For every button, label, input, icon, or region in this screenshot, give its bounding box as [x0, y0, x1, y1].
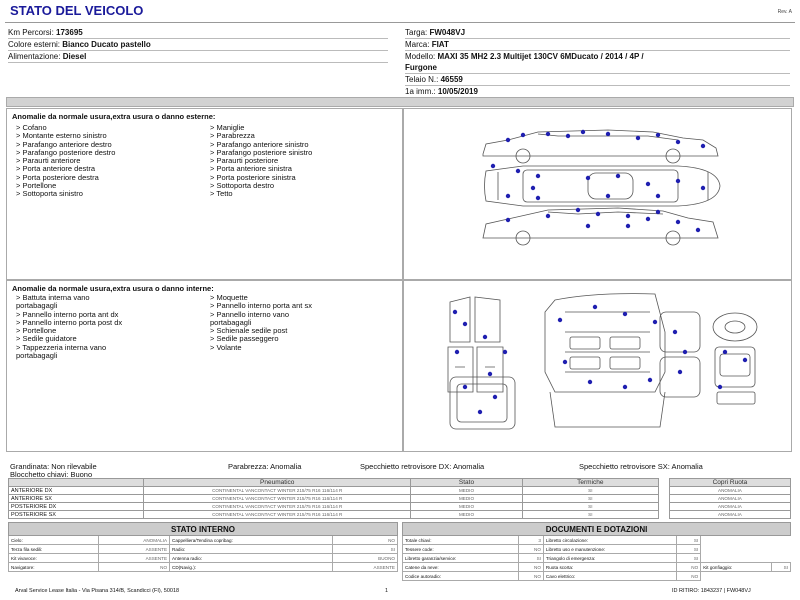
info-value: SI: [519, 554, 544, 563]
damage-item: portabagagli: [210, 317, 252, 327]
damage-item: > Schienale sedile post: [210, 326, 288, 336]
damage-marker: [455, 350, 459, 354]
make-row: Marca: FIAT: [405, 39, 790, 51]
damage-item: > Porta anteriore destra: [16, 164, 96, 174]
damage-marker: [606, 194, 610, 198]
registration-value: 10/05/2019: [437, 87, 478, 96]
tire-state-cell: MEDIO: [411, 511, 522, 519]
damage-marker: [683, 350, 687, 354]
damage-item: > Portellone: [16, 326, 57, 336]
damage-item: > Parafango posteriore sinistro: [210, 147, 313, 157]
damage-item: portabagagli: [16, 351, 58, 361]
tire-cover-cell: ANOMALIA: [669, 511, 790, 519]
info-value: NO: [98, 563, 169, 572]
documents-table: [402, 522, 791, 581]
damage-item: > Volante: [210, 342, 242, 352]
info-label: Triangolo di emergenza:: [543, 554, 676, 563]
model-row: Modello: MAXI 35 MH2 2.3 Multijet 130CV 6MDucato / 2014 / 4P /: [405, 52, 644, 61]
damage-marker: [566, 134, 570, 138]
damage-marker: [463, 322, 467, 326]
thermal-column-header: Termiche: [522, 479, 659, 487]
info-value: ANOMALIA: [98, 536, 169, 545]
cover-column-header: Copri Ruota: [669, 479, 790, 487]
tire-row: [9, 487, 791, 495]
color-row: Colore esterni: Bianco Ducato pastello: [8, 39, 388, 51]
info-value: BUONO: [332, 554, 397, 563]
info-value: SI: [676, 545, 701, 554]
damage-marker: [606, 132, 610, 136]
vehicle-info-left: [8, 27, 388, 63]
damage-marker: [596, 212, 600, 216]
damage-marker: [676, 140, 680, 144]
chassis-row: Telaio N.: 46559: [405, 74, 790, 86]
info-value: ASSENTE: [98, 554, 169, 563]
info-value: NO: [676, 563, 701, 572]
info-label: Totale chiavi:: [403, 536, 519, 545]
damage-item: portabagagli: [16, 301, 58, 311]
external-damage-list-1: [16, 124, 115, 199]
revision-label: Rev. A: [777, 9, 792, 15]
info-row: [9, 536, 398, 545]
info-value: NO: [519, 545, 544, 554]
damage-item: > Pannello interno porta ant dx: [16, 309, 119, 319]
info-row: [403, 572, 791, 581]
external-damage-list-2: [210, 124, 312, 199]
mirror-sx-status: Specchietto retrovisore SX: Anomalia: [579, 462, 703, 471]
info-row: [9, 563, 398, 572]
damage-marker: [696, 228, 700, 232]
damage-marker: [646, 182, 650, 186]
tire-cover-cell: ANOMALIA: [669, 503, 790, 511]
info-label: CD(Navig.):: [170, 563, 333, 572]
damage-marker: [626, 224, 630, 228]
tire-cover-cell: ANOMALIA: [669, 487, 790, 495]
damage-item: > Parafango anteriore destro: [16, 139, 112, 149]
damage-marker: [483, 335, 487, 339]
damage-marker: [636, 136, 640, 140]
info-value: ASSENTE: [98, 545, 169, 554]
info-label: Libretto uso e manutenzione:: [543, 545, 676, 554]
info-label: Catene da neve:: [403, 563, 519, 572]
damage-item: > Battuta interna vano: [16, 293, 90, 302]
damage-marker: [678, 370, 682, 374]
damage-marker: [648, 378, 652, 382]
info-label: Codice autoradio:: [403, 572, 519, 581]
damage-marker: [653, 320, 657, 324]
damage-item: > Cofano: [16, 123, 47, 132]
damage-marker: [536, 174, 540, 178]
damage-marker: [493, 395, 497, 399]
external-damage-title: Anomalie da normale usura,extra usura o danno esterne:: [12, 112, 216, 121]
damage-marker: [673, 330, 677, 334]
damage-item: > Parafango anteriore sinistro: [210, 139, 309, 149]
damage-item: > Sottoporta destro: [210, 181, 274, 191]
damage-marker: [586, 224, 590, 228]
info-label: Navigatore:: [9, 563, 99, 572]
damage-marker: [588, 380, 592, 384]
damage-marker: [581, 130, 585, 134]
info-row: [9, 545, 398, 554]
damage-marker: [593, 305, 597, 309]
info-row: [403, 563, 791, 572]
damage-marker: [701, 186, 705, 190]
damage-item: > Sottoporta sinistro: [16, 189, 83, 199]
tire-pos-cell: POSTERIORE SX: [9, 511, 144, 519]
info-row: [403, 536, 791, 545]
page-title: STATO DEL VEICOLO: [10, 3, 144, 18]
tire-thermal-cell: SI: [522, 511, 659, 519]
damage-marker: [623, 312, 627, 316]
damage-marker: [676, 179, 680, 183]
info-label: Ruota scorta:: [543, 563, 676, 572]
info-value: 3: [519, 536, 544, 545]
damage-item: > Tappezzeria interna vano: [16, 342, 107, 352]
color-value: Bianco Ducato pastello: [62, 40, 151, 49]
info-row: [403, 554, 791, 563]
info-label: Cielo:: [9, 536, 99, 545]
damage-item: > Sedile guidatore: [16, 334, 77, 344]
model-row-2: [405, 62, 790, 74]
section-band: [6, 97, 794, 107]
model-value-2: Furgone: [405, 63, 437, 72]
damage-marker: [586, 176, 590, 180]
damage-marker: [616, 174, 620, 178]
plate-value: FW048VJ: [429, 28, 466, 37]
info-label: Antenna radio:: [170, 554, 333, 563]
info-value: SI: [332, 545, 397, 554]
damage-item: > Parafango posteriore destro: [16, 147, 116, 157]
hail-status: Grandinata: Non rilevabile: [10, 462, 97, 471]
state-column-header: Stato: [411, 479, 522, 487]
car-interior-diagram: [445, 292, 785, 440]
info-value: SI: [676, 536, 701, 545]
vehicle-info-right: [405, 27, 790, 98]
damage-marker: [576, 208, 580, 212]
plate-row: Targa: FW048VJ: [405, 27, 790, 39]
info-value: SI: [771, 563, 790, 572]
info-label: Radio:: [170, 545, 333, 554]
tire-row: [9, 503, 791, 511]
damage-item: > Pannello interno vano: [210, 309, 290, 319]
damage-marker: [503, 350, 507, 354]
internal-state-table: [8, 522, 398, 572]
car-exterior-diagram: [478, 126, 728, 246]
tires-table: [8, 478, 791, 519]
info-value: NO: [519, 572, 544, 581]
info-label: Libretto circolazione:: [543, 536, 676, 545]
damage-item: > Pannello interno porta ant sx: [210, 301, 312, 311]
footer-company: Arval Service Lease Italia - Via Pisana 314/B, Scandicci (FI), 50018: [15, 588, 180, 594]
damage-item: > Moquette: [210, 293, 248, 302]
damage-marker: [626, 214, 630, 218]
damage-item: > Paraurti anteriore: [16, 156, 81, 166]
damage-item: > Porta posteriore destra: [16, 172, 99, 182]
damage-item: > Montante esterno sinistro: [16, 131, 107, 141]
tire-thermal-cell: SI: [522, 487, 659, 495]
tire-row: [9, 495, 791, 503]
damage-marker: [488, 372, 492, 376]
tire-state-cell: MEDIO: [411, 495, 522, 503]
km-row: Km Percorsi: 173695: [8, 27, 388, 39]
mirror-dx-status: Specchietto retrovisore DX: Anomalia: [360, 462, 485, 471]
info-value: ASSENTE: [332, 563, 397, 572]
internal-damage-list-2: [210, 294, 312, 352]
tire-thermal-cell: SI: [522, 503, 659, 511]
damage-marker: [656, 210, 660, 214]
damage-marker: [646, 217, 650, 221]
tire-row: [9, 511, 791, 519]
footer-order: ID RITIRO: 1843237 | FW048VJ: [672, 588, 751, 594]
damage-item: > Sedile passeggero: [210, 334, 279, 344]
damage-marker: [521, 133, 525, 137]
damage-marker: [701, 144, 705, 148]
info-label: Cappelliera/Tendina copribag:: [170, 536, 333, 545]
damage-marker: [656, 133, 660, 137]
damage-item: > Portellone: [16, 181, 57, 191]
info-label: Cavo elettrico:: [543, 572, 676, 581]
km-value: 173695: [56, 28, 83, 37]
tire-column-header: Pneumatico: [144, 479, 411, 487]
damage-marker: [563, 360, 567, 364]
damage-marker: [723, 350, 727, 354]
info-row: [403, 545, 791, 554]
damage-marker: [463, 385, 467, 389]
info-value: NO: [519, 563, 544, 572]
damage-marker: [506, 194, 510, 198]
damage-item: > Porta posteriore sinistra: [210, 172, 296, 182]
info-label: Tessere code:: [403, 545, 519, 554]
damage-marker: [546, 132, 550, 136]
info-row: [9, 554, 398, 563]
tire-tire-cell: CONTINENTAL VANCONTACT WINTER 215/75 R16 116/114 R: [144, 495, 411, 503]
damage-marker: [676, 220, 680, 224]
damage-marker: [558, 318, 562, 322]
tire-thermal-cell: SI: [522, 495, 659, 503]
damage-marker: [623, 385, 627, 389]
damage-marker: [536, 196, 540, 200]
tire-pos-cell: POSTERIORE DX: [9, 503, 144, 511]
tire-cover-cell: ANOMALIA: [669, 495, 790, 503]
fuel-value: Diesel: [62, 52, 87, 61]
tire-tire-cell: CONTINENTAL VANCONTACT WINTER 215/75 R16 116/114 R: [144, 487, 411, 495]
make-value: FIAT: [431, 40, 449, 49]
registration-row: 1a imm.: 10/05/2019: [405, 86, 790, 98]
internal-damage-list-1: [16, 294, 122, 360]
damage-marker: [506, 138, 510, 142]
tire-tire-cell: CONTINENTAL VANCONTACT WINTER 215/75 R16 116/114 R: [144, 511, 411, 519]
damage-marker: [491, 164, 495, 168]
info-label: Libretto garanzia/service:: [403, 554, 519, 563]
tires-header-row: [9, 479, 791, 487]
damage-marker: [718, 385, 722, 389]
damage-marker: [531, 186, 535, 190]
damage-item: > Tetto: [210, 189, 233, 199]
damage-marker: [506, 218, 510, 222]
damage-marker: [516, 169, 520, 173]
documents-title: DOCUMENTI E DOTAZIONI: [403, 523, 791, 536]
internal-state-title: STATO INTERNO: [9, 523, 398, 536]
info-value: NO: [676, 572, 701, 581]
chassis-value: 46559: [440, 75, 463, 84]
damage-item: > Maniglie: [210, 123, 245, 132]
info-label: Kit vivavoce:: [9, 554, 99, 563]
windscreen-status: Parabrezza: Anomalia: [228, 462, 302, 471]
damage-marker: [546, 214, 550, 218]
damage-marker: [478, 410, 482, 414]
model-value: MAXI 35 MH2 2.3 Multijet 130CV 6MDucato / 2014 / 4P /: [437, 52, 644, 61]
info-value: SI: [676, 554, 701, 563]
key-block-status: Blocchetto chiavi: Buono: [10, 470, 93, 479]
info-label: Terza fila sedili:: [9, 545, 99, 554]
internal-damage-title: Anomalie da normale usura,extra usura o danno interne:: [12, 284, 214, 293]
damage-item: > Paraurti posteriore: [210, 156, 279, 166]
info-label: Kit gonfiaggio:: [701, 563, 771, 572]
damage-item: > Parabrezza: [210, 131, 255, 141]
damage-item: > Porta anteriore sinistra: [210, 164, 292, 174]
damage-marker: [743, 358, 747, 362]
tire-state-cell: MEDIO: [411, 503, 522, 511]
damage-marker: [656, 194, 660, 198]
tire-pos-cell: ANTERIORE DX: [9, 487, 144, 495]
tire-tire-cell: CONTINENTAL VANCONTACT WINTER 215/75 R16 116/114 R: [144, 503, 411, 511]
fuel-row: Alimentazione: Diesel: [8, 51, 388, 63]
header-divider: [5, 22, 795, 23]
tire-pos-cell: ANTERIORE SX: [9, 495, 144, 503]
info-value: NO: [332, 536, 397, 545]
damage-marker: [453, 310, 457, 314]
footer-page: 1: [385, 588, 389, 594]
damage-item: > Pannello interno porta post dx: [16, 317, 123, 327]
tire-state-cell: MEDIO: [411, 487, 522, 495]
